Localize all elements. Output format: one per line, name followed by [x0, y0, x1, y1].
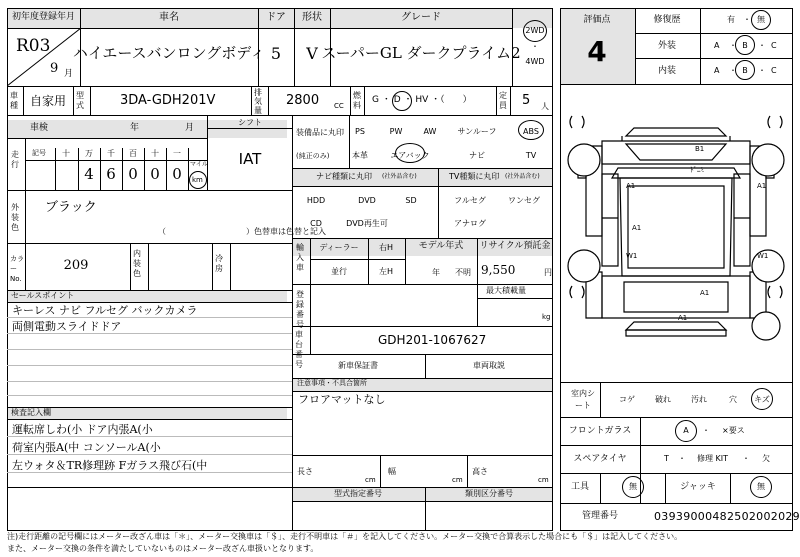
notes-label: 注意事項・不具合箇所 [297, 379, 367, 387]
mileage-digit-5: 0 [172, 165, 182, 183]
max-load-label: 最大積載量 [486, 286, 526, 295]
chassis-label: 車台番号 [295, 330, 303, 369]
inspector-line-1: 運転席しわ(小 ドア内張A(小 [12, 423, 153, 436]
int-grade-a: A [714, 66, 720, 75]
unit-sen: 千 [107, 149, 115, 158]
exterior-color: ブラック [45, 200, 97, 215]
owner-manual: 車両取説 [473, 361, 505, 370]
spare-kit: 修理 KIT [697, 454, 729, 463]
repair-none: 無 [757, 15, 765, 24]
category-label: 車種 [10, 91, 18, 110]
sales-line-1: キーレス ナビ フルセグ バックカメラ [12, 304, 198, 317]
km-label: km [192, 176, 203, 184]
width-label: 幅 [388, 467, 396, 476]
shape-label: 形状 [302, 12, 322, 23]
inspector-line-3: 左ウォタ＆TR修理跡 Fガラス飛び石(中 [12, 459, 208, 472]
dmg-left-rear-door: A1 [632, 224, 642, 232]
category: 自家用 [30, 94, 67, 108]
drive-2wd: 2WD [525, 26, 545, 35]
repair-yes: 有 [727, 15, 735, 24]
seat-scratch: キズ [754, 395, 770, 404]
repair-dot: ・ [743, 15, 751, 24]
mileage-digit-4: 0 [150, 165, 160, 183]
mileage-digit-1: 4 [84, 165, 94, 183]
int-grade-b: B [742, 66, 748, 75]
model-year-unknown: 不明 [455, 268, 471, 277]
door-label: ドア [266, 12, 286, 23]
first-reg-month: 9 [50, 61, 59, 76]
capacity-unit: 人 [541, 102, 549, 111]
inspector-line-2: 荷室内張A(中 コンソールA(小 [12, 441, 161, 454]
mgmt-label: 管理番号 [581, 511, 619, 521]
spare-dot2: ・ [742, 454, 750, 463]
seat-burn: コゲ [619, 395, 635, 404]
recycle-label: リサイクル預託金 [479, 241, 551, 251]
import-rh: 右H [378, 243, 394, 252]
drive-dot: ・ [531, 42, 539, 51]
tools-value: 無 [629, 482, 637, 491]
dmg-rear-panel: A1 [700, 289, 710, 297]
equip-pw: PW [389, 127, 403, 136]
unit-ten-thousand: 十 [62, 149, 70, 158]
tv-sub: (社外品含む) [505, 173, 540, 180]
interior-color-label: 内装色 [133, 249, 141, 278]
dmg-left-wheel: W1 [626, 252, 638, 260]
displacement-label: 排気量 [254, 88, 262, 115]
import-lh: 左H [378, 267, 394, 276]
equipment-sublabel: (純正のみ) [296, 152, 330, 160]
length-label: 長さ [297, 467, 313, 476]
equipment-label: 装備品に丸印 [296, 128, 344, 137]
footnote-line-2: また、メーター交換の条件を満たしていないものはメーター改ざん車扱いとなります。 [7, 544, 319, 553]
doors: 5 [270, 44, 282, 63]
ext-grade-c: C [771, 41, 777, 50]
sales-point-label: セールスポイント [11, 291, 75, 300]
tv-analog: アナログ [454, 219, 486, 228]
ext-grade-b: B [742, 41, 748, 50]
mileage-symbol-label: 記号 [32, 149, 46, 157]
first-reg-month-unit: 月 [64, 69, 74, 79]
jack-value: 無 [757, 482, 765, 491]
drive-4wd: 4WD [525, 57, 545, 66]
fuel-options: G ・ D ・ HV ・（ ） [372, 95, 472, 105]
tools-label: 工具 [570, 482, 590, 492]
model-year-label: モデル年式 [418, 241, 464, 251]
footnote-line-1: 注)走行距離の記号欄にはメーター改ざん車は「＊」、メーター交換車は「＄」、走行不明車は「＃」を記入してください。メーター交換で合算表示した場合にも「＄」は記入してください。 [7, 532, 683, 541]
navi-sub: (社外品含む) [382, 173, 417, 180]
shift: IAT [238, 150, 262, 168]
chassis-no: GDH201-1067627 [378, 333, 487, 347]
int-grade-label: 内装 [657, 66, 677, 76]
int-grade-c: C [771, 66, 777, 75]
navi-dvd: DVD [358, 196, 376, 205]
equip-navi: ナビ [469, 151, 485, 160]
inspector-label: 検査記入欄 [11, 408, 51, 417]
spare-t: T [664, 454, 669, 463]
inspection-label: 車検 [30, 123, 49, 133]
type-no-label: 型式指定番号 [334, 489, 382, 498]
mileage-digit-2: 6 [106, 165, 116, 183]
exterior-note: （ ）色替車は色替と記入 [158, 227, 326, 236]
seat-tear: 破れ [655, 395, 671, 404]
dmg-windshield: ﾄﾞﾆﾐ [690, 166, 704, 174]
displacement: 2800 [286, 93, 320, 108]
seat-hole: 穴 [729, 395, 737, 404]
tv-label: TV種類に丸印 [449, 172, 500, 181]
spare-dot1: ・ [678, 454, 686, 463]
score-label: 評価点 [583, 15, 611, 25]
navi-sd: SD [405, 196, 417, 205]
mgmt-no: 03939000482502002029 [654, 510, 800, 523]
equip-sunroof: サンルーフ [457, 127, 497, 136]
dmg-b1: B1 [695, 145, 705, 153]
equip-airbag: エアバック [390, 151, 430, 160]
dmg-left-door: A1 [626, 182, 636, 190]
equip-aw: AW [423, 127, 437, 136]
equip-leather: 本革 [352, 151, 368, 160]
shift-label: シフト [238, 118, 262, 127]
color-no: 209 [63, 258, 89, 273]
equip-abs: ABS [523, 127, 539, 136]
inspection-month: 月 [185, 123, 195, 133]
car-damage-diagram [562, 86, 790, 380]
typeno-label-band [292, 487, 552, 501]
capacity-label: 定員 [499, 91, 507, 110]
fuel-d-circle [392, 91, 412, 111]
cooler-label: 冷房 [215, 254, 223, 273]
class-no-label: 類別区分番号 [465, 489, 513, 498]
width-unit: cm [452, 476, 463, 484]
unit-hyaku: 百 [129, 149, 137, 158]
ext-grade-dot1: ・ [729, 41, 737, 50]
fuel-label: 燃料 [353, 91, 361, 110]
registration-label: 登録番号 [296, 290, 304, 329]
navi-label: ナビ種類に丸印 [316, 172, 372, 181]
tv-oneseg: ワンセグ [508, 196, 540, 205]
color-no-label: カラーNo. [10, 255, 24, 283]
dmg-rear-bumper: A1 [678, 314, 688, 322]
mileage-label: 走行 [11, 150, 19, 169]
exterior-label: 外装色 [11, 203, 19, 232]
dmg-right-door: A1 [757, 182, 767, 190]
import-label: 輸入車 [296, 243, 304, 272]
ext-grade-label: 外装 [657, 41, 677, 51]
model-year-unit: 年 [432, 268, 440, 277]
grade-label: グレード [401, 12, 441, 23]
displacement-unit: CC [334, 102, 344, 110]
first-reg-era: R03 [16, 36, 51, 56]
windshield-needs-replace: ×要ス [722, 426, 745, 435]
recycle-yen: 円 [544, 268, 552, 277]
notes-text: フロアマットなし [298, 393, 386, 406]
equip-ps: PS [355, 127, 365, 136]
equip-tv: TV [525, 151, 537, 160]
unit-man: 万 [85, 149, 93, 158]
seat-dirt: 汚れ [691, 395, 707, 404]
sales-line-2: 両側電動スライドドア [12, 320, 122, 333]
navi-dvd-play: DVD再生可 [346, 219, 388, 228]
first-reg-label: 初年度登録年月 [12, 12, 76, 22]
unit-ichi: 一 [173, 149, 181, 158]
recycle-value: 9,550 [481, 263, 516, 277]
windshield-label: フロントガラス [568, 426, 632, 436]
windshield-dot: ・ [702, 426, 710, 435]
int-grade-dot1: ・ [729, 66, 737, 75]
ext-grade-dot2: ・ [758, 41, 766, 50]
import-dealer: ディーラー [319, 243, 359, 252]
model: 3DA-GDH201V [120, 93, 216, 108]
max-load-unit: kg [542, 313, 551, 321]
unit-juu: 十 [151, 149, 159, 158]
height-label: 高さ [472, 467, 488, 476]
model-label: 型式 [76, 91, 84, 110]
jack-label: ジャッキ [680, 482, 716, 492]
mileage-digit-3: 0 [128, 165, 138, 183]
navi-cd: CD [310, 219, 322, 228]
shape: V [306, 44, 318, 63]
navi-hdd: HDD [306, 196, 326, 205]
car-name: ハイエースバンロングボディ [72, 44, 266, 62]
grade: スーパーGL ダークプライム2 [321, 44, 521, 62]
capacity: 5 [522, 93, 531, 108]
tv-fullseg: フルセグ [454, 196, 486, 205]
inspection-year: 年 [130, 123, 140, 133]
int-grade-dot2: ・ [758, 66, 766, 75]
length-unit: cm [365, 476, 376, 484]
new-car-warranty: 新車保証書 [338, 361, 378, 370]
height-unit: cm [538, 476, 549, 484]
ext-grade-a: A [714, 41, 720, 50]
repair-label: 修復歴 [653, 15, 681, 25]
import-parallel: 並行 [331, 267, 347, 276]
score: 4 [587, 35, 607, 68]
car-name-label: 車名 [159, 12, 179, 23]
mile-label: マイル [190, 161, 208, 168]
cabin-seat-label: 室内シート [571, 389, 595, 410]
spare-missing: 欠 [762, 454, 770, 463]
windshield-a: A [683, 426, 689, 435]
spare-tire-label: スペアタイヤ [573, 454, 627, 464]
dmg-right-wheel: W1 [757, 252, 769, 260]
